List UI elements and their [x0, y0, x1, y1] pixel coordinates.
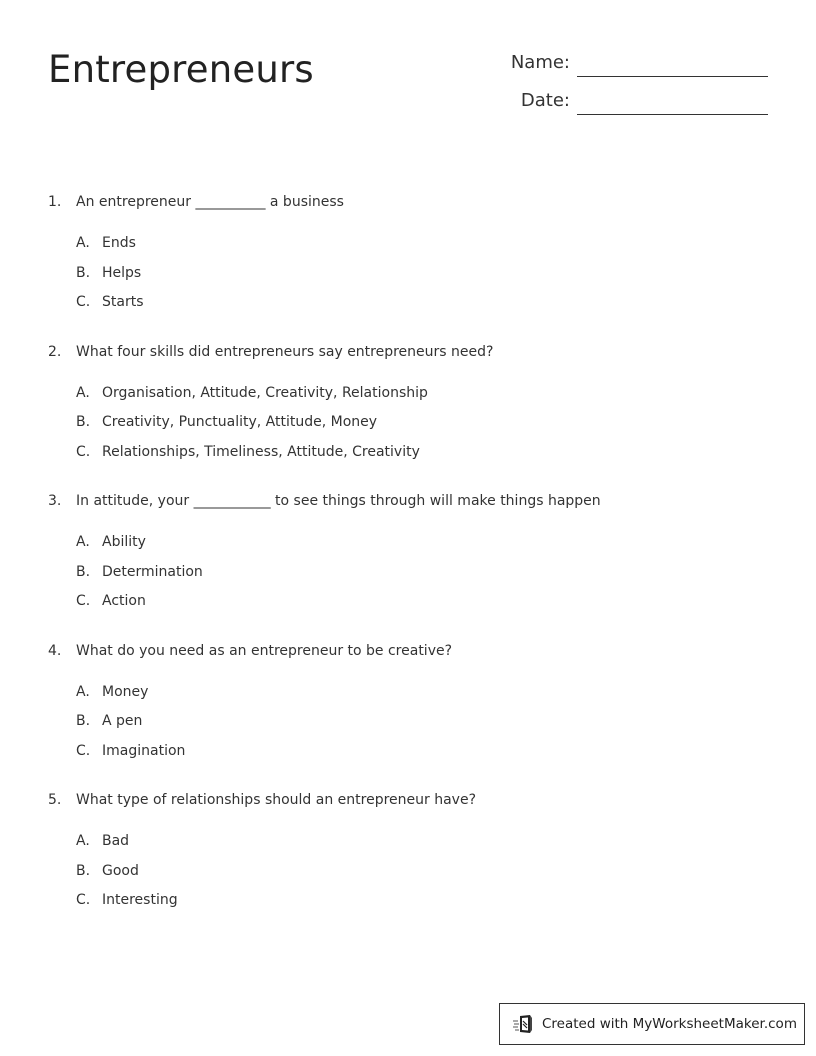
- option-text: Action: [102, 593, 146, 609]
- option-c[interactable]: [76, 890, 768, 920]
- option-text: Determination: [102, 563, 203, 580]
- option-text: Starts: [102, 294, 144, 310]
- option-text: Good: [102, 862, 139, 879]
- option-a[interactable]: [76, 532, 768, 562]
- answer-options: [76, 532, 768, 621]
- option-letter: B.: [76, 862, 91, 879]
- answer-options: [76, 682, 768, 771]
- option-letter: C.: [76, 742, 91, 759]
- question-text: What four skills did entrepreneurs say entrepreneurs need?: [76, 343, 494, 360]
- option-b[interactable]: [76, 562, 768, 592]
- option-text: Helps: [102, 264, 142, 281]
- question-header: [48, 491, 768, 511]
- question-number: 4.: [48, 642, 62, 659]
- option-letter: A.: [76, 833, 90, 849]
- worksheet-maker-logo-icon: [512, 1013, 534, 1035]
- date-row: [500, 88, 770, 126]
- answer-options: [76, 383, 768, 472]
- option-a[interactable]: [76, 233, 768, 263]
- name-row: [500, 50, 770, 88]
- option-text: Money: [102, 683, 149, 700]
- question-number: 5.: [48, 792, 62, 808]
- option-letter: A.: [76, 683, 90, 700]
- question-3: [48, 491, 768, 621]
- question-5: [48, 790, 768, 920]
- question-number: 1.: [48, 194, 62, 210]
- option-letter: B.: [76, 563, 91, 580]
- question-text: In attitude, your ___________ to see things through will make things happen: [76, 493, 601, 509]
- worksheet-title: Entrepreneurs: [48, 48, 314, 91]
- option-text: Interesting: [102, 892, 178, 908]
- question-list: [48, 192, 768, 940]
- question-1: [48, 192, 768, 322]
- student-info: [500, 50, 770, 126]
- option-letter: A.: [76, 384, 90, 401]
- question-number: 2.: [48, 343, 62, 360]
- question-text: What type of relationships should an entrepreneur have?: [76, 792, 477, 808]
- created-with-text: Created with MyWorksheetMaker.com: [542, 1016, 797, 1032]
- created-with-badge[interactable]: [499, 1003, 805, 1045]
- option-text: Bad: [102, 833, 130, 849]
- answer-options: [76, 831, 768, 920]
- option-c[interactable]: [76, 591, 768, 621]
- option-letter: A.: [76, 235, 90, 251]
- option-b[interactable]: [76, 412, 768, 442]
- question-header: [48, 641, 768, 661]
- option-a[interactable]: [76, 831, 768, 861]
- option-letter: C.: [76, 294, 91, 310]
- option-text: Relationships, Timeliness, Attitude, Creativity: [102, 443, 420, 460]
- option-text: Organisation, Attitude, Creativity, Relationship: [102, 384, 428, 401]
- option-letter: B.: [76, 713, 91, 729]
- option-b[interactable]: [76, 861, 768, 891]
- option-text: Creativity, Punctuality, Attitude, Money: [102, 414, 378, 430]
- option-c[interactable]: [76, 442, 768, 472]
- question-number: 3.: [48, 493, 62, 509]
- option-text: Ends: [102, 235, 136, 251]
- option-letter: C.: [76, 593, 91, 609]
- option-letter: A.: [76, 534, 90, 550]
- option-text: Imagination: [102, 742, 186, 759]
- option-letter: B.: [76, 414, 91, 430]
- question-text: What do you need as an entrepreneur to be creative?: [76, 642, 453, 659]
- option-c[interactable]: [76, 292, 768, 322]
- question-text: An entrepreneur __________ a business: [76, 194, 344, 210]
- option-a[interactable]: [76, 383, 768, 413]
- question-header: [48, 192, 768, 212]
- option-text: Ability: [102, 534, 146, 550]
- date-label: Date:: [520, 90, 570, 111]
- question-header: [48, 342, 768, 362]
- name-label: Name:: [510, 52, 570, 73]
- option-a[interactable]: [76, 682, 768, 712]
- question-2: [48, 342, 768, 472]
- option-letter: C.: [76, 892, 91, 908]
- option-text: A pen: [102, 713, 143, 729]
- date-field-line[interactable]: [577, 114, 768, 115]
- option-letter: C.: [76, 443, 91, 460]
- question-4: [48, 641, 768, 771]
- option-letter: B.: [76, 264, 91, 281]
- option-c[interactable]: [76, 741, 768, 771]
- name-field-line[interactable]: [577, 76, 768, 77]
- option-b[interactable]: [76, 711, 768, 741]
- question-header: [48, 790, 768, 810]
- option-b[interactable]: [76, 263, 768, 293]
- answer-options: [76, 233, 768, 322]
